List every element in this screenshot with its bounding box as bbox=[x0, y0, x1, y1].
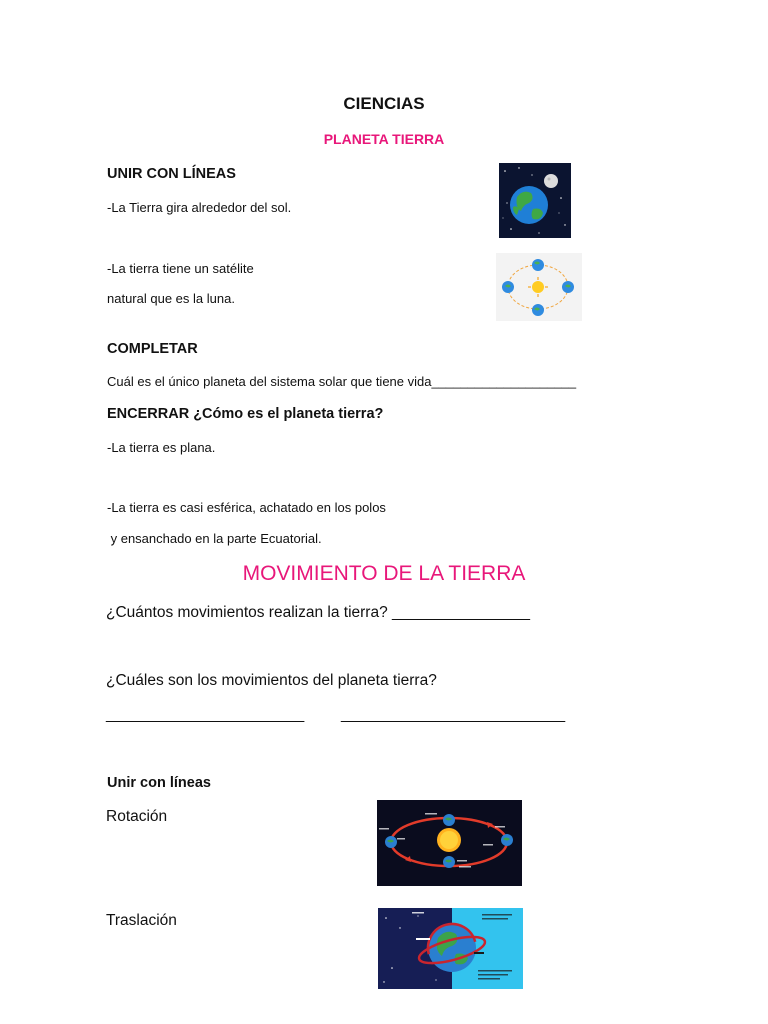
movement-title: MOVIMIENTO DE LA TIERRA bbox=[242, 562, 526, 585]
item-rotacion: Rotación bbox=[106, 808, 168, 825]
earth-moon-space-image bbox=[499, 163, 571, 238]
section-heading-unir-lineas: Unir con líneas bbox=[107, 775, 211, 791]
answer-blank-1: _______________________ bbox=[106, 706, 305, 723]
question-how-many: ¿Cuántos movimientos realizan la tierra? ________________ bbox=[106, 604, 530, 621]
option-2a: -La tierra es casi esférica, achatado en los polos bbox=[107, 500, 386, 515]
seasons-orbit-diagram bbox=[377, 800, 522, 886]
page-subtitle: PLANETA TIERRA bbox=[323, 131, 445, 147]
page-title: CIENCIAS bbox=[343, 94, 425, 113]
statement-2a: -La tierra tiene un satélite bbox=[107, 261, 254, 276]
section-heading-encerrar: ENCERRAR ¿Cómo es el planeta tierra? bbox=[107, 406, 384, 422]
section-heading-completar: COMPLETAR bbox=[107, 341, 198, 357]
fill-in-question: Cuál es el único planeta del sistema solar que tiene vida____________________ bbox=[107, 374, 577, 389]
day-night-rotation-diagram bbox=[378, 908, 523, 989]
section-heading-unir: UNIR CON LÍNEAS bbox=[107, 166, 236, 182]
question-which: ¿Cuáles son los movimientos del planeta tierra? bbox=[106, 672, 437, 689]
item-traslacion: Traslación bbox=[106, 912, 177, 929]
answer-blank-2: __________________________ bbox=[341, 706, 566, 723]
option-2b: y ensanchado en la parte Ecuatorial. bbox=[107, 531, 322, 546]
option-1: -La tierra es plana. bbox=[107, 440, 216, 455]
statement-2b: natural que es la luna. bbox=[107, 291, 235, 306]
statement-1: -La Tierra gira alrededor del sol. bbox=[107, 200, 292, 215]
earth-around-sun-diagram bbox=[496, 253, 582, 321]
